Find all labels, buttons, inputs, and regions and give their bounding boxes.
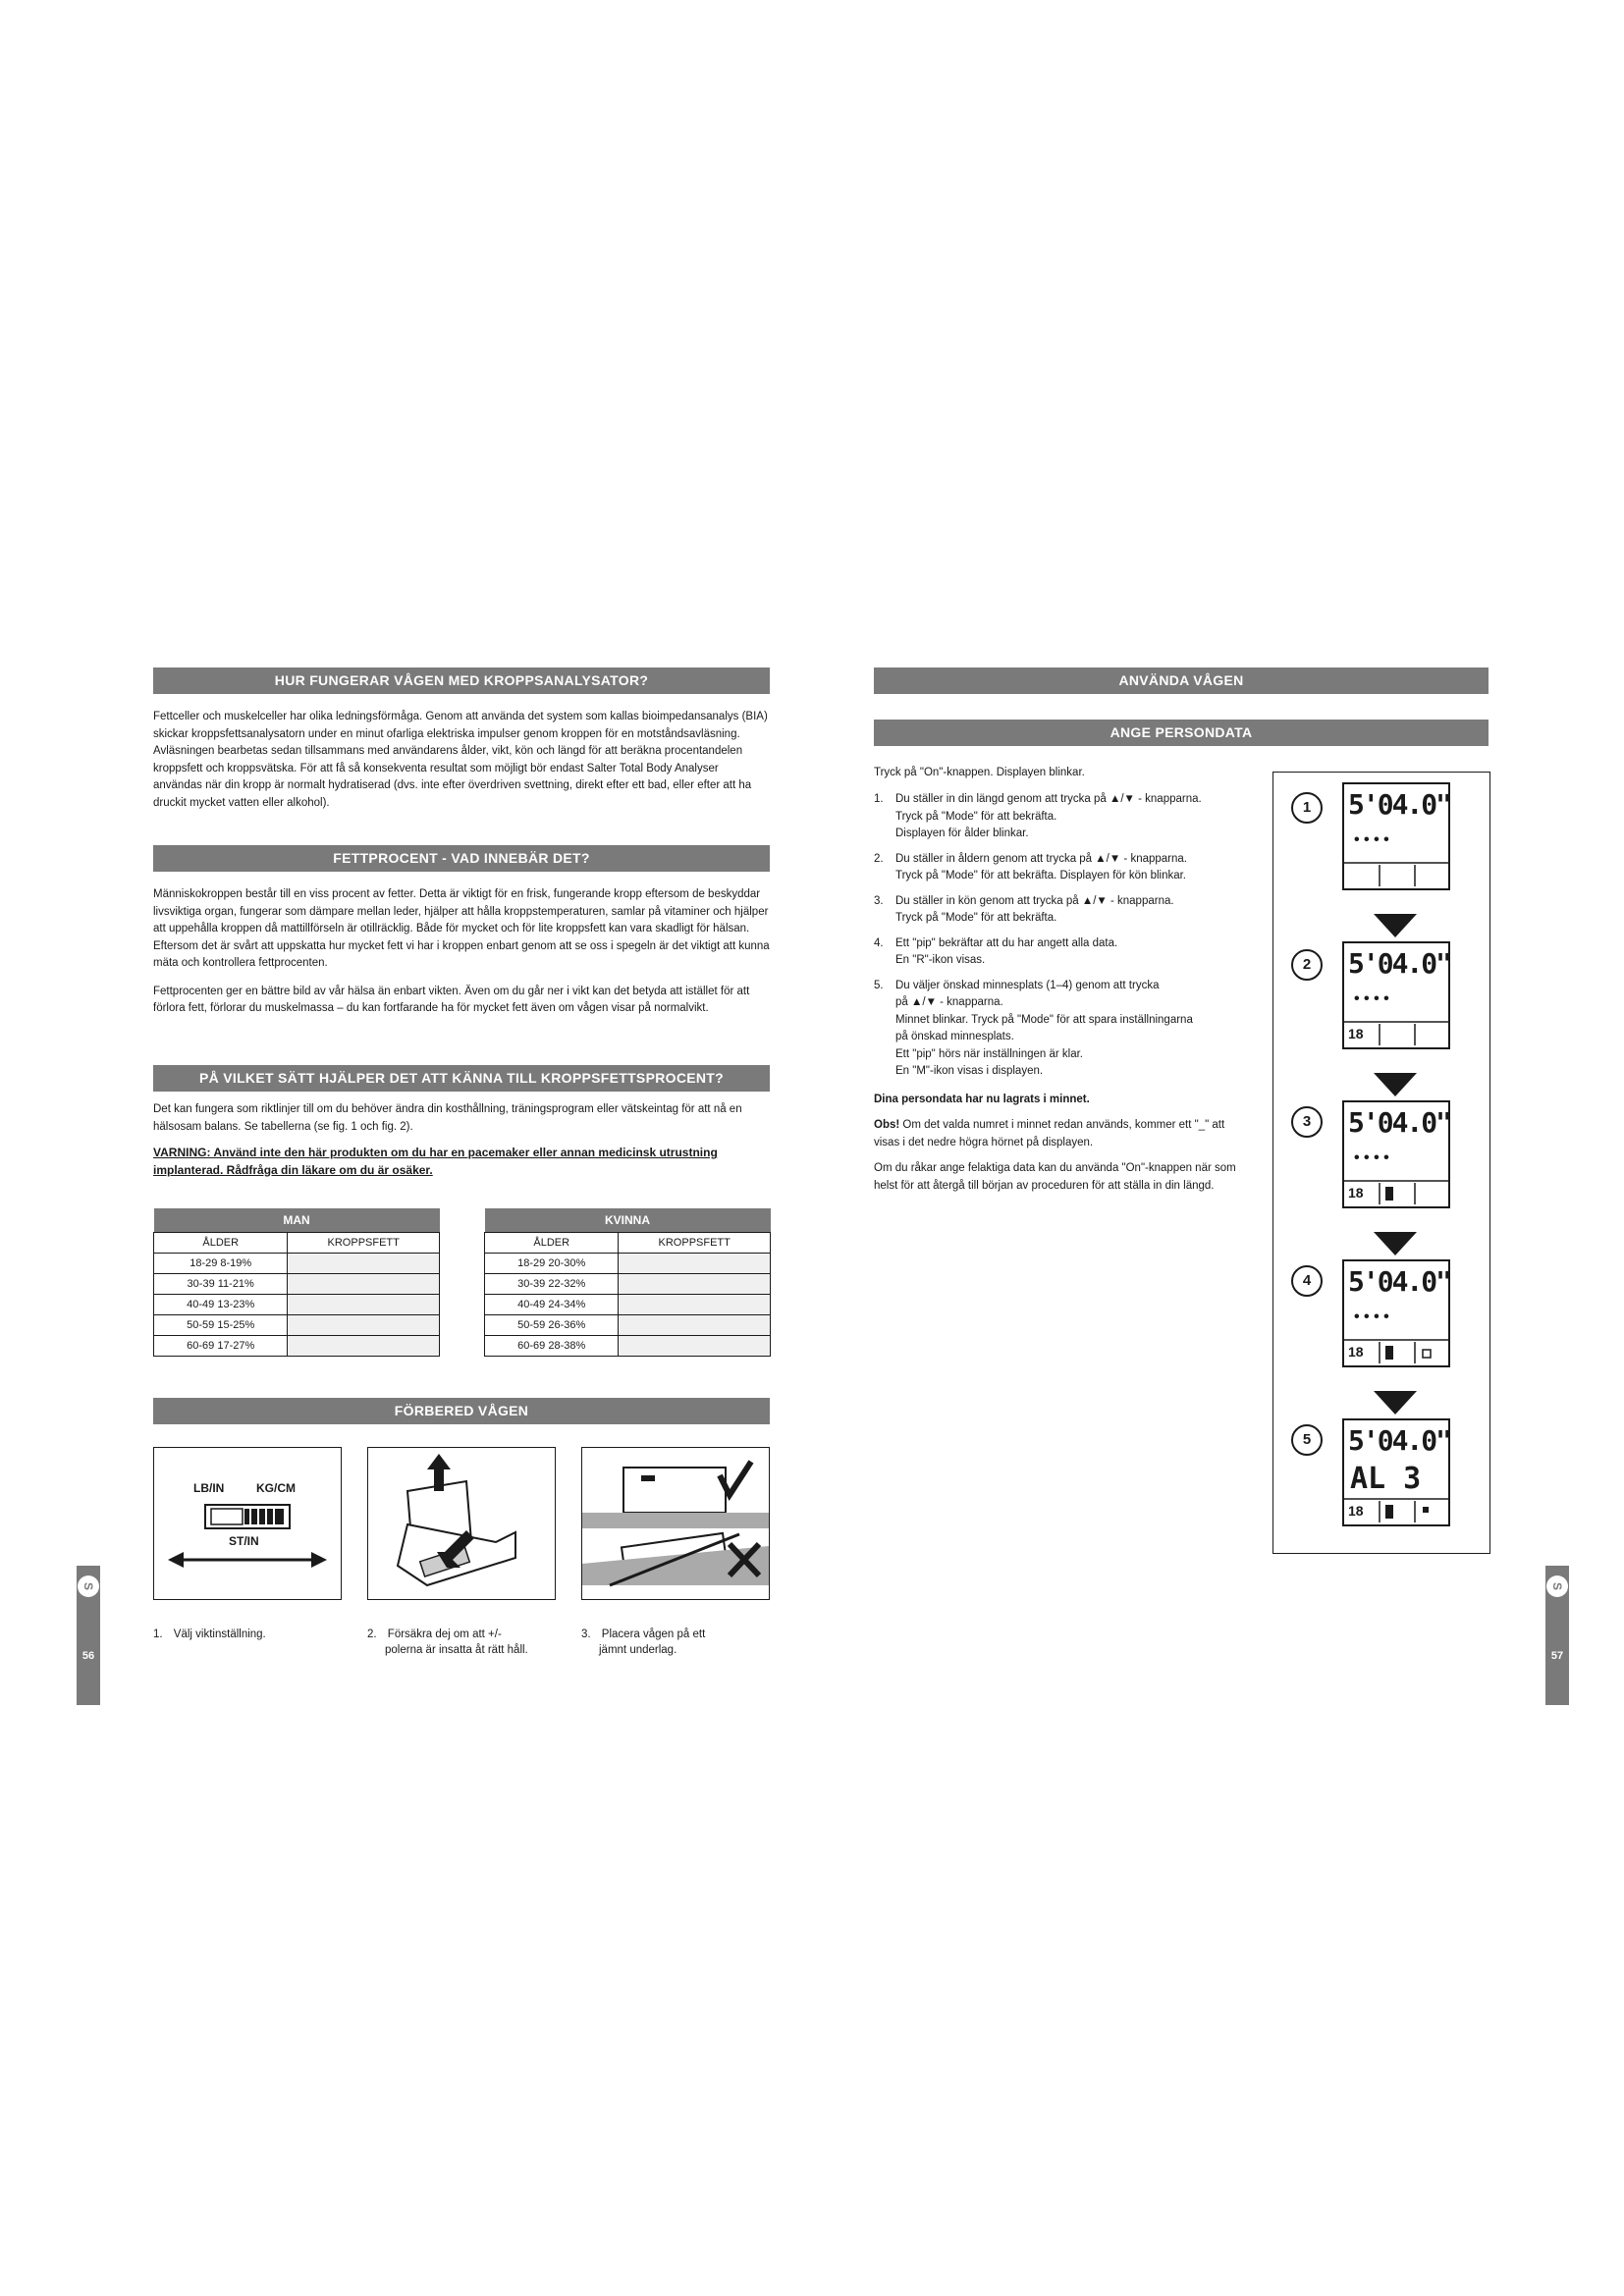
- step-line: Minnet blinkar. Tryck på "Mode" för att spara inställningarna: [895, 1013, 1193, 1026]
- caption-1: [153, 1627, 320, 1642]
- woman-col-fat: KROPPSFETT: [619, 1233, 771, 1254]
- woman-table: [484, 1208, 771, 1357]
- fat-paragraph: [153, 886, 770, 1029]
- obs-paragraph: [874, 1117, 1247, 1151]
- woman-col-age: ÅLDER: [485, 1233, 619, 1254]
- table-row: [154, 1254, 440, 1274]
- display-steps-panel: [1272, 772, 1490, 1554]
- table-row: [154, 1274, 440, 1295]
- empty-cell: [619, 1274, 771, 1295]
- section-title-fat: FETTPROCENT - VAD INNEBÄR DET?: [153, 845, 770, 872]
- woman-row-4: 50-59 26-36%: [485, 1315, 619, 1336]
- display-step-number: 4: [1291, 1265, 1323, 1297]
- switch-label-lbin: LB/IN: [193, 1481, 225, 1495]
- language-tab-letter: S: [1546, 1575, 1568, 1597]
- section-title-use: ANVÄNDA VÅGEN: [874, 667, 1489, 694]
- caption-3-num: 3.: [581, 1629, 591, 1640]
- lcd-mid-readout: • • • •: [1354, 990, 1389, 1007]
- step-line: Ett "pip" hörs när inställningen är klar.: [895, 1047, 1083, 1060]
- woman-row-5: 60-69 28-38%: [485, 1336, 619, 1357]
- caption-1-num: 1.: [153, 1629, 163, 1640]
- figure-battery: [367, 1447, 556, 1600]
- display-step-number: 3: [1291, 1106, 1323, 1138]
- lcd-bottom-readout: 18: [1348, 1344, 1364, 1360]
- saved-text: Dina persondata har nu lagrats i minnet.: [874, 1094, 1090, 1105]
- man-col-age: ÅLDER: [154, 1233, 288, 1254]
- lcd-mid-readout: • • • •: [1354, 1308, 1389, 1325]
- caption-1-text: Välj viktinställning.: [173, 1629, 266, 1640]
- step-line: Ett "pip" bekräftar att du har angett alla data.: [895, 936, 1118, 949]
- arrow-down-icon: [1374, 1073, 1417, 1096]
- lcd-top-readout: 5'04.0": [1348, 1265, 1451, 1298]
- man-table-caption: MAN: [154, 1208, 440, 1233]
- how-paragraph: [153, 709, 770, 823]
- step-number: 2.: [874, 852, 884, 865]
- table-row: [485, 1274, 771, 1295]
- lcd-bottom-readout: 18: [1348, 1185, 1364, 1201]
- empty-cell: [619, 1336, 771, 1357]
- lcd-top-readout: 5'04.0": [1348, 788, 1451, 821]
- step-line: Tryck på "Mode" för att bekräfta. Displayen för kön blinkar.: [895, 870, 1187, 881]
- man-row-4: 50-59 15-25%: [154, 1315, 288, 1336]
- step-line: Tryck på "Mode" för att bekräfta.: [895, 912, 1057, 924]
- list-item: [874, 791, 1247, 843]
- lcd-display: [1342, 1100, 1450, 1208]
- section-title-how: HUR FUNGERAR VÅGEN MED KROPPSANALYSATOR?: [153, 667, 770, 694]
- page-tab-right: [1545, 1566, 1569, 1705]
- step-line: Du väljer önskad minnesplats (1–4) genom att trycka: [895, 979, 1160, 991]
- lcd-display: [1342, 782, 1450, 890]
- empty-cell: [288, 1295, 440, 1315]
- arrow-down-icon: [1374, 914, 1417, 937]
- lcd-bottom-readout: 18: [1348, 1503, 1364, 1519]
- step-line: på ▲/▼ - knapparna.: [895, 996, 1003, 1008]
- step-number: 4.: [874, 936, 884, 949]
- step-line: En "R"-ikon visas.: [895, 954, 986, 966]
- lcd-mid-readout: AL 3: [1350, 1462, 1422, 1496]
- lcd-mid-readout: • • • •: [1354, 831, 1389, 848]
- step-number: 1.: [874, 793, 884, 805]
- man-table: [153, 1208, 440, 1357]
- section-title-enter: ANGE PERSONDATA: [874, 720, 1489, 746]
- table-row: [154, 1295, 440, 1315]
- empty-cell: [619, 1295, 771, 1315]
- switch-graphic: [154, 1448, 341, 1599]
- table-row: [485, 1315, 771, 1336]
- help-text: Det kan fungera som riktlinjer till om du behöver ändra din kosthållning, träningsprogram eller vätskeintag för att nå en hälsosam balans. Se tabellerna (se fig. 1 och fig. 2).: [153, 1103, 742, 1133]
- lcd-display: [1342, 1418, 1450, 1526]
- obs-label: Obs!: [874, 1119, 900, 1131]
- step-line: En "M"-ikon visas i displayen.: [895, 1065, 1044, 1077]
- caption-2-text-a: Försäkra dej om att +/-: [387, 1629, 502, 1640]
- lcd-top-readout: 5'04.0": [1348, 1424, 1451, 1457]
- table-row: [485, 1295, 771, 1315]
- caption-2: [367, 1627, 564, 1658]
- arrow-down-icon: [1374, 1232, 1417, 1255]
- woman-row-3: 40-49 24-34%: [485, 1295, 619, 1315]
- step-line: Du ställer in kön genom att trycka på ▲/▼ - knapparna.: [895, 894, 1174, 907]
- caption-2-num: 2.: [367, 1629, 377, 1640]
- man-row-2: 30-39 11-21%: [154, 1274, 288, 1295]
- caption-3: [581, 1627, 768, 1658]
- woman-table-caption: KVINNA: [485, 1208, 771, 1233]
- warning-text: VARNING: Använd inte den här produkten om du har en pacemaker eller annan medicinsk utrustning implanterad. Rådfråga din läkare om du är osäker.: [153, 1146, 718, 1177]
- empty-cell: [288, 1254, 440, 1274]
- step-number: 5.: [874, 979, 884, 991]
- obs-text: Om det valda numret i minnet redan används, kommer ett "_" att visas i det nedre högra hörnet på displayen.: [874, 1119, 1225, 1148]
- woman-row-2: 30-39 22-32%: [485, 1274, 619, 1295]
- list-item: [874, 851, 1247, 885]
- battery-graphic: [368, 1448, 555, 1599]
- step-line: på önskad minnesplats.: [895, 1031, 1014, 1042]
- figure-surface: [581, 1447, 770, 1600]
- display-step-number: 2: [1291, 949, 1323, 981]
- step-line: Du ställer in åldern genom att trycka på ▲/▼ - knapparna.: [895, 852, 1187, 865]
- list-item: [874, 935, 1247, 970]
- empty-cell: [288, 1336, 440, 1357]
- arrow-down-icon: [1374, 1391, 1417, 1415]
- lcd-bottom-readout: 18: [1348, 1026, 1364, 1041]
- list-item: [874, 893, 1247, 928]
- page-number: 56: [81, 1650, 95, 1662]
- page-tab-left: [77, 1566, 100, 1705]
- man-row-3: 40-49 13-23%: [154, 1295, 288, 1315]
- step-line: Du ställer in din längd genom att trycka på ▲/▼ - knapparna.: [895, 793, 1202, 805]
- language-tab-letter: S: [78, 1575, 99, 1597]
- lcd-top-readout: 5'04.0": [1348, 1106, 1451, 1139]
- fat-text-2: Fettprocenten ger en bättre bild av vår hälsa än enbart vikten. Även om du går ner i vikt kan det betyda att istället för att förlora fett, förlorar du muskelmassa – du kan fortfarande ha för mycket fett även om vågen visar på normalvikt.: [153, 985, 750, 1014]
- step-line: Displayen för ålder blinkar.: [895, 828, 1029, 839]
- how-text: Fettceller och muskelceller har olika ledningsförmåga. Genom att använda det system som kallas bioimpedansanalys (BIA) skickar kroppsfettsanalysatorn under en minut ofarliga elektriska impulser genom kroppen för en motståndsavläsning. Avläsningen bearbetas sedan tillsammans med användarens ålder, vikt, kön och längd för att beräkna procentandelen kroppsfett och kroppsvätska. För att få så konsekventa resultat som möjligt bör endast Salter Total Body Analyser användas när din kropp är normalt hydratiserad (dvs. inte efter överdriven svettning, direkt efter ett bad, eller efter att ha druckit mycket vatten eller alkohol).: [153, 711, 768, 809]
- page-number: 57: [1550, 1650, 1564, 1662]
- lcd-display: [1342, 1259, 1450, 1367]
- figure-weight-switch: [153, 1447, 342, 1600]
- table-row: [154, 1315, 440, 1336]
- man-col-fat: KROPPSFETT: [288, 1233, 440, 1254]
- intro-text: Tryck på "On"-knappen. Displayen blinkar.: [874, 767, 1085, 778]
- lcd-top-readout: 5'04.0": [1348, 947, 1451, 980]
- lcd-mid-readout: • • • •: [1354, 1149, 1389, 1166]
- section-title-help: PÅ VILKET SÄTT HJÄLPER DET ATT KÄNNA TILL KROPPSFETTSPROCENT?: [153, 1065, 770, 1092]
- switch-label-stin: ST/IN: [229, 1534, 259, 1548]
- step-number: 3.: [874, 894, 884, 907]
- steps-list: [874, 791, 1247, 1089]
- woman-row-1: 18-29 20-30%: [485, 1254, 619, 1274]
- section-title-prep: FÖRBERED VÅGEN: [153, 1398, 770, 1424]
- empty-cell: [619, 1254, 771, 1274]
- table-row: [154, 1336, 440, 1357]
- switch-label-kgcm: KG/CM: [256, 1481, 296, 1495]
- caption-3-text-a: Placera vågen på ett: [601, 1629, 706, 1640]
- table-row: [485, 1336, 771, 1357]
- display-step-number: 5: [1291, 1424, 1323, 1456]
- step-line: Tryck på "Mode" för att bekräfta.: [895, 810, 1057, 823]
- wrong-data-text: Om du råkar ange felaktiga data kan du använda "On"-knappen när som helst för att återgå till början av proceduren för att ställa in din längd.: [874, 1162, 1236, 1192]
- lcd-display: [1342, 941, 1450, 1049]
- help-paragraph: [153, 1101, 770, 1147]
- caption-3-text-b: jämnt underlag.: [599, 1644, 677, 1656]
- display-step-number: 1: [1291, 792, 1323, 824]
- man-row-1: 18-29 8-19%: [154, 1254, 288, 1274]
- surface-graphic: [582, 1448, 769, 1599]
- table-row: [485, 1254, 771, 1274]
- empty-cell: [288, 1274, 440, 1295]
- man-row-5: 60-69 17-27%: [154, 1336, 288, 1357]
- list-item: [874, 978, 1247, 1081]
- empty-cell: [619, 1315, 771, 1336]
- empty-cell: [288, 1315, 440, 1336]
- fat-text-1: Människokroppen består till en viss procent av fetter. Detta är viktigt för en frisk, fungerande kropp eftersom de beskyddar livsviktiga organ, fungerar som dämpare mellan leder, hjälper att hålla kroppstemperaturen, samlar på vitaminer och hjälper att uppehålla kroppen då mattillförseln är otillräcklig. Både för mycket och för lite kroppsfett kan vara skadligt för hälsan. Eftersom det är svårt att uppskatta hur mycket fett vi har i kroppen enbart genom att se oss i spegeln är det viktigt att kunna mäta och kontrollera fettprocenten.: [153, 888, 770, 969]
- caption-2-text-b: polerna är insatta åt rätt håll.: [385, 1644, 528, 1656]
